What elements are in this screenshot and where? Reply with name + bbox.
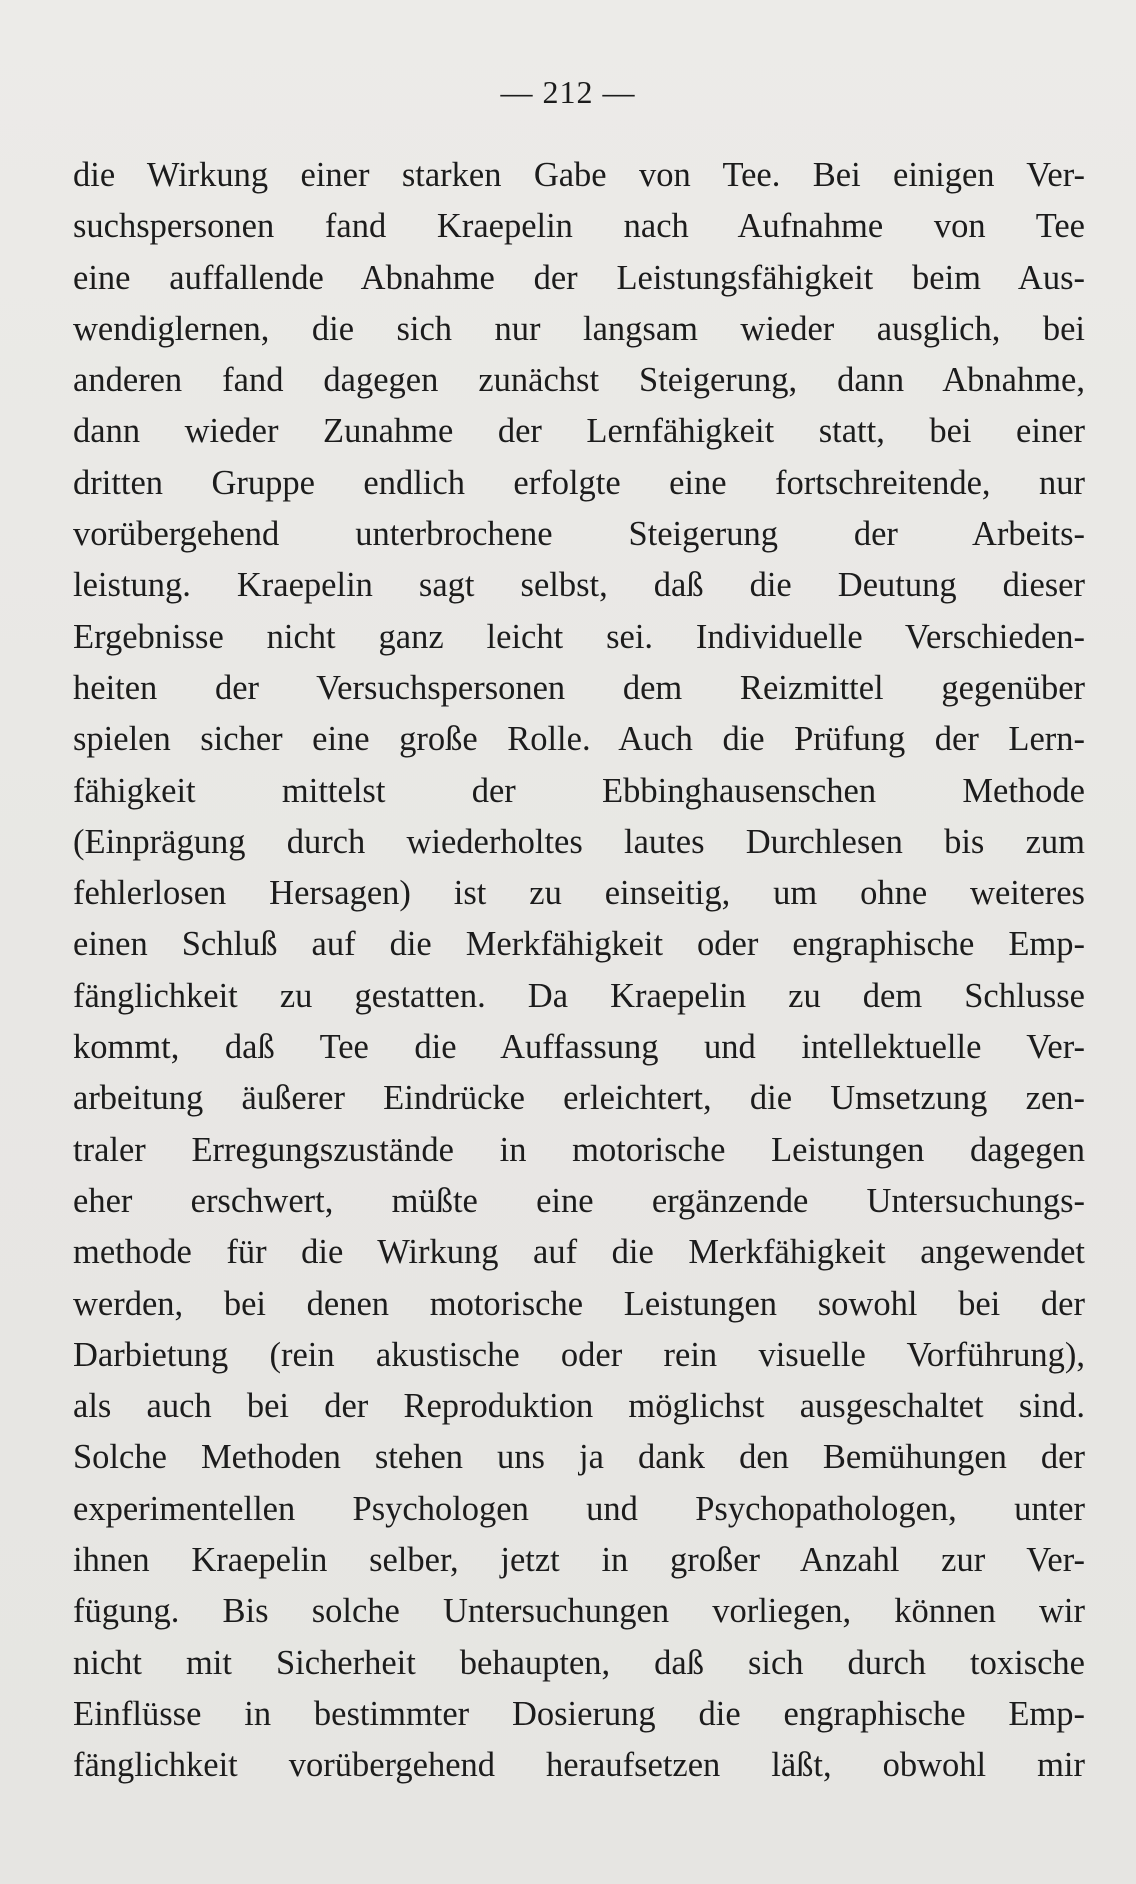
text-line: fehlerlosen Hersagen) ist zu einseitig, um ohne weiteres — [73, 874, 1085, 913]
text-line: werden, bei denen motorische Leistungen sowohl bei der — [73, 1284, 1085, 1323]
text-line: spielen sicher eine große Rolle. Auch die Prüfung der Lern- — [73, 720, 1085, 759]
text-line: eher erschwert, müßte eine ergänzende Untersuchungs- — [73, 1181, 1085, 1220]
text-line: experimentellen Psychologen und Psychopathologen, unter — [73, 1489, 1085, 1528]
text-line: arbeitung äußerer Eindrücke erleichtert, die Umsetzung zen- — [73, 1079, 1085, 1118]
text-line: heiten der Versuchspersonen dem Reizmittel gegenüber — [73, 668, 1085, 707]
text-line: fänglichkeit vorübergehend heraufsetzen läßt, obwohl mir — [73, 1746, 1085, 1785]
text-line: Darbietung (rein akustische oder rein visuelle Vorführung), — [73, 1335, 1085, 1374]
text-line: nicht mit Sicherheit behaupten, daß sich durch toxische — [73, 1643, 1085, 1682]
text-line: ihnen Kraepelin selber, jetzt in großer Anzahl zur Ver- — [73, 1541, 1085, 1580]
text-line: Solche Methoden stehen uns ja dank den Bemühungen der — [73, 1438, 1085, 1477]
text-line: fänglichkeit zu gestatten. Da Kraepelin zu dem Schlusse — [73, 976, 1085, 1015]
text-line: die Wirkung einer starken Gabe von Tee. Bei einigen Ver- — [73, 156, 1085, 194]
text-line: (Einprägung durch wiederholtes lautes Durchlesen bis zum — [73, 822, 1085, 861]
text-line: vorübergehend unterbrochene Steigerung der Arbeits- — [73, 515, 1085, 554]
text-line: Einflüsse in bestimmter Dosierung die engraphische Emp- — [73, 1694, 1085, 1733]
text-line: leistung. Kraepelin sagt selbst, daß die Deutung dieser — [73, 566, 1085, 605]
text-line: wendiglernen, die sich nur langsam wieder ausglich, bei — [73, 309, 1085, 348]
text-line: dann wieder Zunahme der Lernfähigkeit statt, bei einer — [73, 412, 1085, 451]
text-line: anderen fand dagegen zunächst Steigerung, dann Abnahme, — [73, 361, 1085, 400]
text-line: einen Schluß auf die Merkfähigkeit oder engraphische Emp- — [73, 925, 1085, 964]
text-line: methode für die Wirkung auf die Merkfähigkeit angewendet — [73, 1233, 1085, 1272]
text-line: fähigkeit mittelst der Ebbinghausenschen Methode — [73, 771, 1085, 810]
text-line: traler Erregungszustände in motorische Leistungen dagegen — [73, 1130, 1085, 1169]
text-line: fügung. Bis solche Untersuchungen vorliegen, können wir — [73, 1592, 1085, 1631]
body-text — [73, 150, 1085, 1792]
text-line: kommt, daß Tee die Auffassung und intellektuelle Ver- — [73, 1028, 1085, 1067]
text-line: eine auffallende Abnahme der Leistungsfähigkeit beim Aus- — [73, 258, 1085, 297]
text-line: Ergebnisse nicht ganz leicht sei. Individuelle Verschieden- — [73, 617, 1085, 656]
text-line: suchspersonen fand Kraepelin nach Aufnahme von Tee — [73, 207, 1085, 246]
text-line: als auch bei der Reproduktion möglichst ausgeschaltet sind. — [73, 1387, 1085, 1426]
text-line: dritten Gruppe endlich erfolgte eine fortschreitende, nur — [73, 463, 1085, 502]
page-number: — 212 — — [500, 74, 636, 110]
